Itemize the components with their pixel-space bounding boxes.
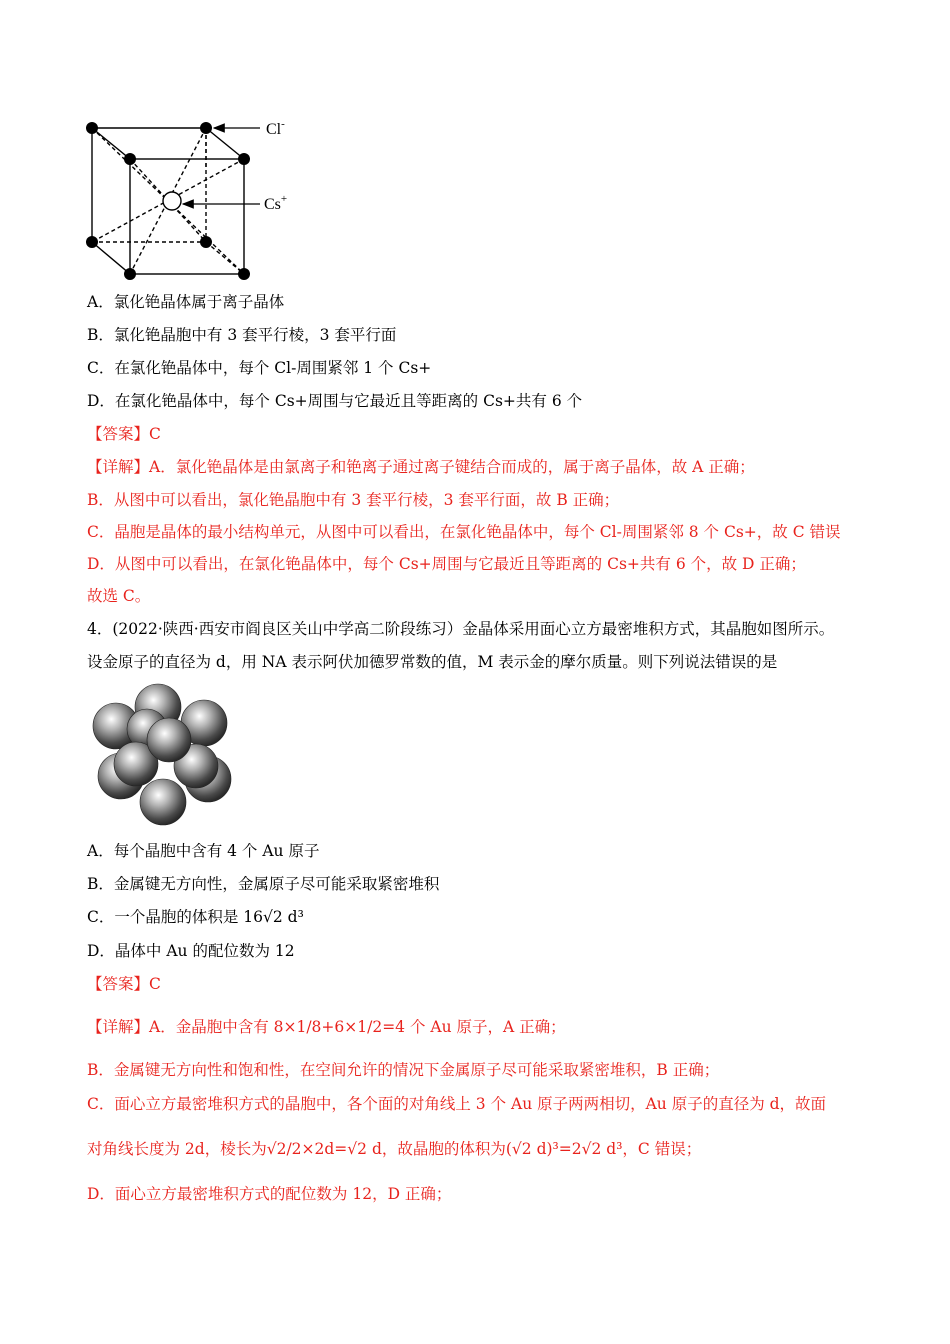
q3-option-a: A．氯化铯晶体属于离子晶体 (87, 293, 285, 311)
cs-label: Cs+ (264, 193, 288, 213)
q3-option-d: D．在氯化铯晶体中，每个 Cs+周围与它最近且等距离的 Cs+共有 6 个 (87, 392, 583, 410)
q3-option-b: B．氯化铯晶胞中有 3 套平行棱，3 套平行面 (87, 326, 397, 344)
q3-option-c: C．在氯化铯晶体中，每个 Cl-周围紧邻 1 个 Cs+ (87, 359, 432, 377)
q4-stem-line1: 4．(2022·陕西·西安市阎良区关山中学高二阶段练习）金晶体采用面心立方最密堆积方式，其晶胞如图所示。 (87, 620, 835, 638)
q4-option-c: C．一个晶胞的体积是 16√2 d³ (87, 908, 304, 926)
q3-detail-b: B．从图中可以看出，氯化铯晶胞中有 3 套平行棱，3 套平行面，故 B 正确； (87, 491, 620, 509)
q4-detail-a: 【详解】A．金晶胞中含有 8×1/8+6×1/2=4 个 Au 原子，A 正确； (87, 1018, 566, 1036)
q3-detail-d: D．从图中可以看出，在氯化铯晶体中，每个 Cs+周围与它最近且等距离的 Cs+共有 6 个，故 D 正确； (87, 555, 806, 573)
q4-option-b: B．金属键无方向性，金属原子尽可能采取紧密堆积 (87, 875, 440, 893)
q3-detail-conclusion: 故选 C。 (87, 587, 151, 605)
q3-answer: 【答案】C (87, 425, 161, 443)
q4-detail-b: B．金属键无方向性和饱和性，在空间允许的情况下金属原子尽可能采取紧密堆积，B 正确； (87, 1061, 720, 1079)
q4-option-d: D．晶体中 Au 的配位数为 12 (87, 942, 295, 960)
fcc-gold-unit-cell-image (88, 682, 238, 827)
cl-label: Cl- (266, 118, 285, 138)
q4-stem-line2: 设金原子的直径为 d，用 NA 表示阿伏加德罗常数的值，M 表示金的摩尔质量。则下列说法错误的是 (87, 653, 778, 671)
q3-detail-a: 【详解】A．氯化铯晶体是由氯离子和铯离子通过离子键结合而成的，属于离子晶体，故 A 正确； (87, 458, 755, 476)
cscl-unit-cell-diagram (80, 112, 310, 284)
q4-detail-d: D．面心立方最密堆积方式的配位数为 12，D 正确； (87, 1185, 452, 1203)
q4-answer: 【答案】C (87, 975, 161, 993)
q4-detail-c2: 对角线长度为 2d，棱长为√2/2×2d=√2 d，故晶胞的体积为(√2 d)³=2√2 d³，C 错误； (87, 1140, 702, 1158)
cs-ion-dot (163, 192, 181, 210)
q3-detail-c: C．晶胞是晶体的最小结构单元，从图中可以看出，在氯化铯晶体中，每个 Cl-周围紧邻 8 个 Cs+，故 C 错误 (87, 523, 841, 541)
q4-detail-c1: C．面心立方最密堆积方式的晶胞中，各个面的对角线上 3 个 Au 原子两两相切，Au 原子的直径为 d，故面 (87, 1095, 827, 1113)
q4-option-a: A．每个晶胞中含有 4 个 Au 原子 (87, 842, 320, 860)
